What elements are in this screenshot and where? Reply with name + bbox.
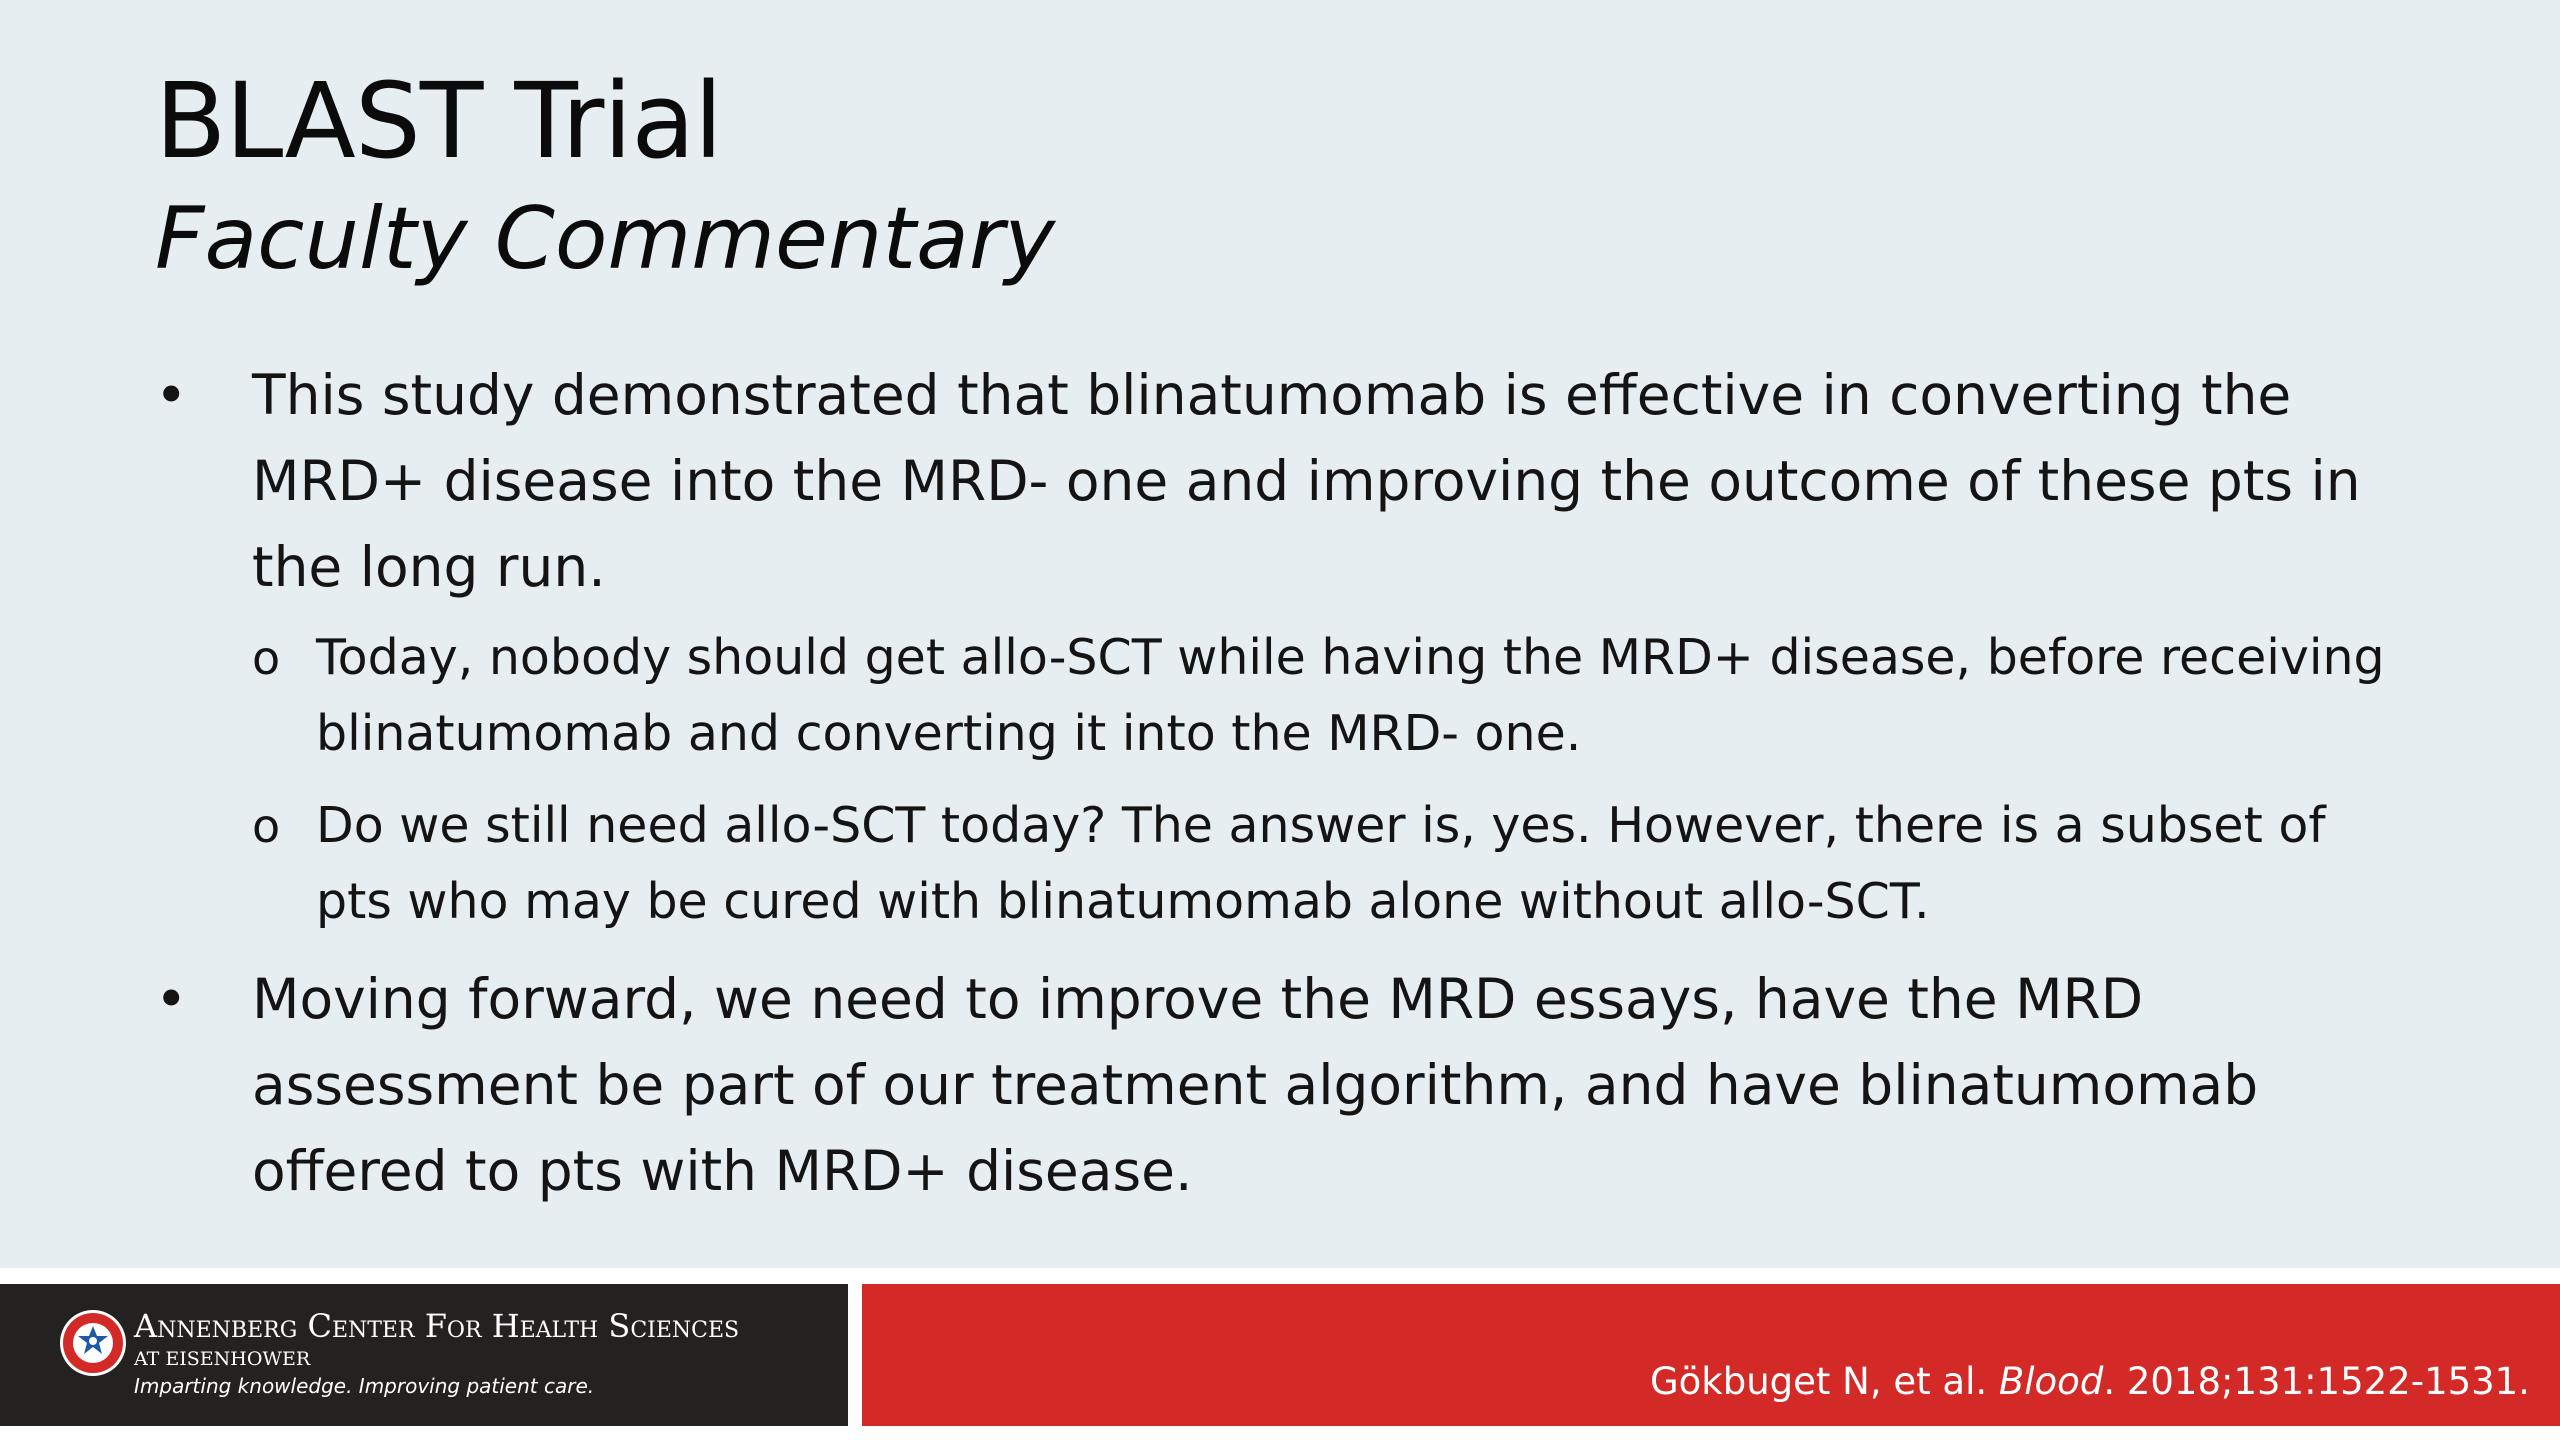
sub-bullet-item [252,788,2415,940]
sub-bullet-list [252,620,2415,940]
citation [1650,1360,2530,1404]
bullet-list [155,352,2415,1222]
slide-title: BLAST Trial [155,60,722,182]
sub-bullet-marker: o [252,799,281,853]
citation-details: . 2018;131:1522-1531. [2103,1360,2530,1403]
org-name: Annenberg Center For Health Sciences [134,1307,740,1345]
sub-bullet-text: Today, nobody should get allo-SCT while having the MRD+ disease, before receiving blinatumomab and converting it into the MRD- one. [316,629,2385,762]
annenberg-logo-icon [58,1308,128,1378]
org-tagline: Imparting knowledge. Improving patient care. [134,1374,595,1398]
bullet-text: This study demonstrated that blinatumomab is effective in converting the MRD+ disease into the MRD- one and improving the outcome of these pts in the long run. [252,363,2361,599]
sub-bullet-text: Do we still need allo-SCT today? The answer is, yes. However, there is a subset of pts who may be cured with blinatumomab alone without allo-SCT. [316,797,2326,930]
org-location: AT EISENHOWER [134,1348,311,1370]
bullet-item [155,352,2415,940]
bullet-text: Moving forward, we need to improve the MRD essays, have the MRD assessment be part of our treatment algorithm, and have blinatumomab offered to pts with MRD+ disease. [252,967,2259,1203]
sub-bullet-marker: o [252,631,281,685]
bullet-item [155,956,2415,1214]
sub-bullet-item [252,620,2415,772]
bullet-marker: • [155,363,188,427]
citation-journal: Blood [1998,1360,2104,1403]
bullet-marker: • [155,967,188,1031]
citation-authors: Gökbuget N, et al. [1649,1360,1999,1403]
footer-citation-panel [862,1284,2560,1426]
slide-subtitle: Faculty Commentary [155,189,1056,289]
